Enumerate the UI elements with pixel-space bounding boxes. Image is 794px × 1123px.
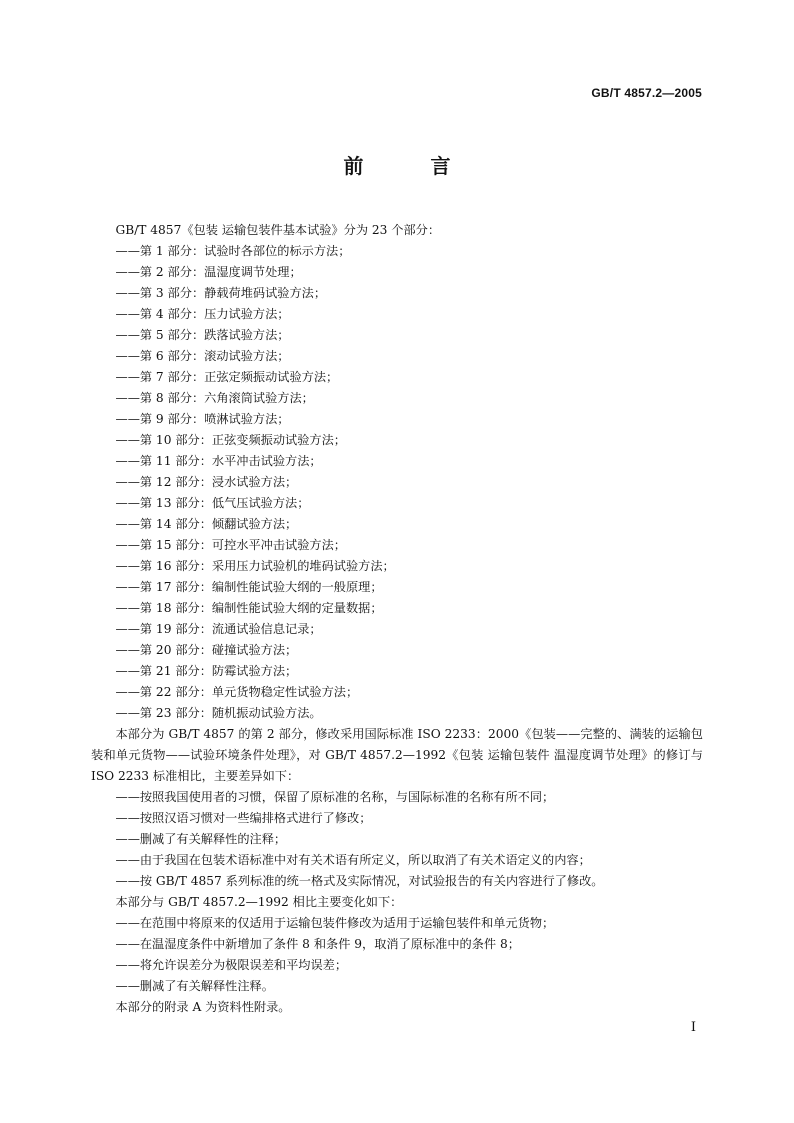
list-item: ——第 7 部分：正弦定频振动试验方法； [115,370,339,384]
list-item: ——第 4 部分：压力试验方法； [115,307,290,321]
list-item: ——第 22 部分：单元货物稳定性试验方法； [115,685,359,699]
list-item: ——第 21 部分：防霉试验方法； [115,664,298,678]
differences-list [91,787,703,892]
list-item: ——第 6 部分：滚动试验方法； [115,349,290,363]
list-item: ——第 3 部分：静载荷堆码试验方法； [115,286,327,300]
foreword-body [91,220,703,1018]
list-item: ——第 15 部分：可控水平冲击试验方法； [115,538,346,552]
list-item: ——按照我国使用者的习惯，保留了原标准的名称，与国际标准的名称有所不同； [115,790,555,804]
list-item: ——在温湿度条件中新增加了条件 8 和条件 9，取消了原标准中的条件 8； [115,937,520,951]
list-item: ——第 8 部分：六角滚筒试验方法； [115,391,314,405]
list-item: ——第 12 部分：浸水试验方法； [115,475,298,489]
changes-list [91,913,703,997]
standard-code: GB/T 4857.2—2005 [591,86,702,100]
appendix-note: 本部分的附录 A 为资料性附录。 [115,1000,291,1014]
list-item: ——第 13 部分：低气压试验方法； [115,496,310,510]
list-item: ——第 17 部分：编制性能试验大纲的一般原理； [115,580,383,594]
list-item: ——第 20 部分：碰撞试验方法； [115,643,298,657]
list-item: ——删减了有关解释性注释。 [115,979,274,993]
list-item: ——第 5 部分：跌落试验方法； [115,328,290,342]
list-item: ——第 10 部分：正弦变频振动试验方法； [115,433,346,447]
list-item: ——第 23 部分：随机振动试验方法。 [115,706,322,720]
list-item: ——在范围中将原来的仅适用于运输包装件修改为适用于运输包装件和单元货物； [115,916,555,930]
list-item: ——第 19 部分：流通试验信息记录； [115,622,322,636]
list-item: ——第 1 部分：试验时各部位的标示方法； [115,244,351,258]
intro-line: GB/T 4857《包装 运输包装件基本试验》分为 23 个部分： [115,223,441,237]
list-item: ——第 9 部分：喷淋试验方法； [115,412,290,426]
page-title: 前 言 [343,154,481,178]
list-item: ——第 18 部分：编制性能试验大纲的定量数据； [115,601,383,615]
list-item: ——第 2 部分：温湿度调节处理； [115,265,302,279]
parts-list [91,241,703,724]
list-item: ——按 GB/T 4857 系列标准的统一格式及实际情况，对试验报告的有关内容进行了修改。 [115,874,604,888]
list-item: ——第 14 部分：倾翻试验方法； [115,517,298,531]
changes-intro: 本部分与 GB/T 4857.2—1992 相比主要变化如下： [115,895,403,909]
list-item: ——第 16 部分：采用压力试验机的堆码试验方法； [115,559,395,573]
list-item: ——由于我国在包装术语标准中对有关术语有所定义，所以取消了有关术语定义的内容； [115,853,591,867]
list-item: ——删减了有关解释性的注释； [115,832,287,846]
page-number: I [690,1020,696,1035]
list-item: ——将允许误差分为极限误差和平均误差； [115,958,348,972]
modification-paragraph: 本部分为 GB/T 4857 的第 2 部分，修改采用国际标准 ISO 2233：2000《包装——完整的、满装的运输包装和单元货物——试验环境条件处理》，对 GB/T 4857.2—1992《包装 运输包装件 温湿度调节处理》的修订与 ISO 2233 标准相比，主要差异如下： [91,727,703,783]
list-item: ——第 11 部分：水平冲击试验方法； [115,454,322,468]
list-item: ——按照汉语习惯对一些编排格式进行了修改； [115,811,372,825]
